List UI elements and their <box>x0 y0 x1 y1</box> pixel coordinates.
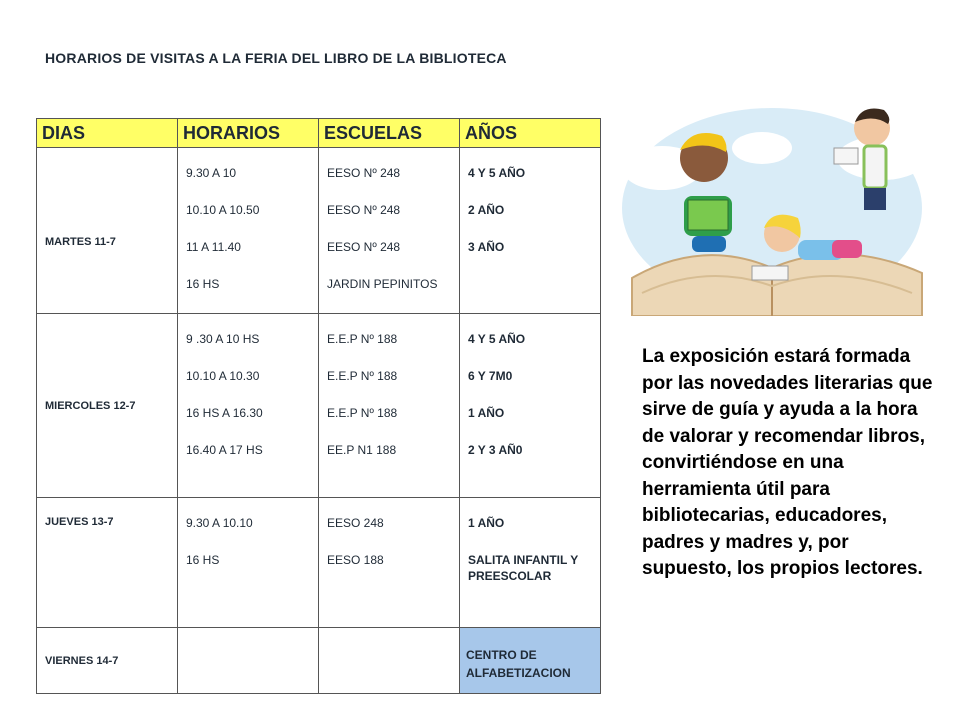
escuela: EESO 188 <box>327 553 384 567</box>
anios-cell-highlight: CENTRO DE ALFABETIZACION <box>460 628 601 694</box>
anio: 6 Y 7M0 <box>468 369 513 383</box>
header-dias: DIAS <box>37 119 178 148</box>
horario: 9 .30 A 10 HS <box>186 332 260 346</box>
table-row <box>37 148 601 314</box>
table-row <box>37 498 601 628</box>
escuela: E.E.P Nº 188 <box>327 406 398 420</box>
horario: 9.30 A 10.10 <box>186 516 253 530</box>
anios-cell <box>460 148 601 314</box>
schedule-table <box>36 118 601 694</box>
horario: 16 HS <box>186 553 220 567</box>
table-row <box>37 628 601 694</box>
anio: SALITA INFANTIL Y PREESCOLAR <box>468 553 579 583</box>
escuela: EE.P N1 188 <box>327 443 397 457</box>
horario: 16.40 A 17 HS <box>186 443 263 457</box>
day-cell: MARTES 11-7 <box>37 148 178 314</box>
horario: 11 A 11.40 <box>186 240 241 254</box>
table-row <box>37 314 601 498</box>
kids-reading-illustration <box>622 88 927 316</box>
anio: 4 Y 5 AÑO <box>468 166 526 180</box>
escuela: EESO Nº 248 <box>327 203 401 217</box>
children-reading-icon <box>622 88 927 316</box>
escuelas-cell <box>319 314 460 498</box>
horarios-cell <box>178 498 319 628</box>
horario: 16 HS A 16.30 <box>186 406 263 420</box>
table-header-row <box>37 119 601 148</box>
anio: 2 AÑO <box>468 203 505 217</box>
horarios-cell <box>178 148 319 314</box>
escuela: EESO Nº 248 <box>327 166 401 180</box>
anios-cell <box>460 314 601 498</box>
anio: 2 Y 3 AÑ0 <box>468 443 523 457</box>
description-text: La exposición estará formada por las novedades literarias que sirve de guía y ayuda a la hora de valorar y recomendar libros, convirtiéndose en una herramienta útil para bibliotecarias, educadores, padres y madres y, por supuesto, los propios lectores. <box>642 346 933 579</box>
anio: 1 AÑO <box>468 406 505 420</box>
page-title: HORARIOS DE VISITAS A LA FERIA DEL LIBRO DE LA BIBLIOTECA <box>45 50 507 66</box>
anio: 4 Y 5 AÑO <box>468 332 526 346</box>
header-escuelas: ESCUELAS <box>319 119 460 148</box>
anio: 3 AÑO <box>468 240 505 254</box>
escuela: E.E.P Nº 188 <box>327 369 398 383</box>
horarios-cell <box>178 314 319 498</box>
anios-cell <box>460 498 601 628</box>
escuelas-cell <box>319 498 460 628</box>
horario: 10.10 A 10.30 <box>186 369 260 383</box>
day-cell: JUEVES 13-7 <box>37 498 178 628</box>
day-cell: VIERNES 14-7 <box>37 628 178 694</box>
escuela: EESO Nº 248 <box>327 240 401 254</box>
escuela: JARDIN PEPINITOS <box>327 277 438 291</box>
horario: 9.30 A 10 <box>186 166 237 180</box>
escuela: E.E.P Nº 188 <box>327 332 398 346</box>
escuelas-cell <box>319 628 460 694</box>
horario: 16 HS <box>186 277 220 291</box>
horario: 10.10 A 10.50 <box>186 203 260 217</box>
header-horarios: HORARIOS <box>178 119 319 148</box>
escuelas-cell <box>319 148 460 314</box>
header-anios: AÑOS <box>460 119 601 148</box>
escuela: EESO 248 <box>327 516 384 530</box>
horarios-cell <box>178 628 319 694</box>
day-cell: MIERCOLES 12-7 <box>37 314 178 498</box>
anio: 1 AÑO <box>468 516 505 530</box>
